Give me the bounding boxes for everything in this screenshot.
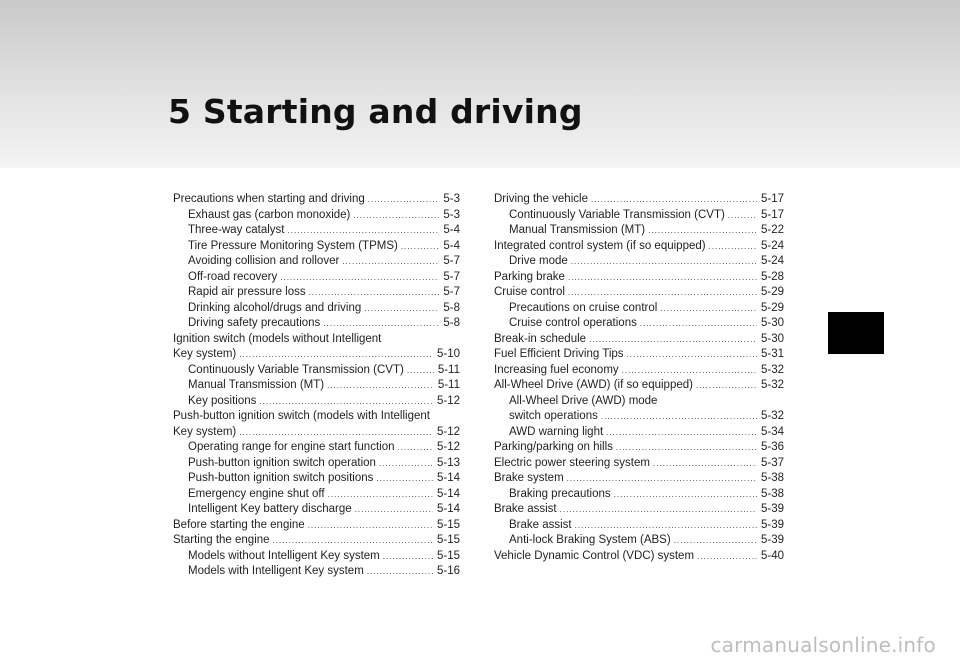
toc-page-number: 5-39 [760,503,784,515]
toc-entry-text: Fuel Efficient Driving Tips [494,348,624,360]
toc-entry-text: Electric power steering system [494,456,650,469]
toc-page-number: 5-16 [436,565,460,577]
dot-leader [591,192,757,208]
dot-leader [353,208,439,224]
toc-entry-text-cont: switch operations [509,410,598,422]
toc-entry-text: Parking/parking on hills [494,441,613,453]
toc-entry-text: Brake system [494,472,564,484]
toc-entry[interactable] [494,378,784,394]
toc-subentry[interactable] [173,456,460,472]
toc-page-number: 5-39 [760,518,784,531]
toc-subentry[interactable] [173,378,460,394]
toc-entry-text: Before starting the engine [173,518,305,531]
dot-leader [568,270,757,286]
toc-entry[interactable] [494,440,784,456]
toc-page-number: 5-40 [760,549,784,562]
toc-entry-text: All-Wheel Drive (AWD) mode [509,394,658,407]
dot-leader [239,347,433,363]
toc-entry-text: Driving safety precautions [188,317,321,329]
toc-entry[interactable] [173,409,460,440]
dot-leader [567,471,757,487]
toc-page-number: 5-8 [443,301,460,314]
toc-subentry[interactable] [173,301,460,317]
toc-entry-text: Operating range for engine start function [188,441,395,453]
toc-entry-text: Push-button ignition switch positions [188,472,374,484]
toc-page-number: 5-12 [436,441,460,453]
toc-page-number: 5-14 [436,472,460,484]
dot-leader [398,440,433,456]
toc-page-number: 5-8 [443,317,460,329]
toc-subentry[interactable] [173,239,460,255]
toc-subentry[interactable] [173,316,460,332]
dot-leader [367,564,433,580]
toc-entry-text: Break-in schedule [494,332,587,345]
toc-page-number: 5-15 [436,534,460,546]
toc-entry-text: Anti-lock Braking System (ABS) [509,534,671,546]
toc-entry[interactable] [173,332,460,363]
toc-page-number: 5-22 [760,224,784,236]
toc-entry-text: Brake assist [509,518,572,531]
toc-page-number: 5-32 [760,379,784,391]
toc-subentry[interactable] [494,223,784,239]
toc-page-number: 5-30 [760,317,784,329]
toc-right-column [494,192,784,564]
toc-subentry[interactable] [173,549,460,565]
toc-entry-text: Push-button ignition switch (models with Intelligent [173,410,430,422]
toc-page-number: 5-31 [760,348,784,360]
toc-entry-text-cont: Key system) [173,348,237,360]
toc-entry-text: Vehicle Dynamic Control (VDC) system [494,549,695,562]
dot-leader [696,378,757,394]
toc-page-number: 5-14 [436,487,460,500]
toc-subentry[interactable] [494,208,784,224]
toc-subentry[interactable] [173,440,460,456]
toc-page-number: 5-12 [436,425,460,438]
dot-leader [239,425,433,441]
toc-page-number: 5-17 [760,208,784,221]
toc-page-number: 5-34 [760,425,784,438]
toc-page-number: 5-7 [443,255,460,267]
toc-entry-text: Cruise control [494,286,565,298]
dot-leader [364,301,439,317]
dot-leader [616,440,757,456]
toc-entry-text: Manual Transmission (MT) [188,379,325,391]
dot-leader [575,518,757,534]
dot-leader [560,502,757,518]
toc-entry-text: Precautions when starting and driving [173,193,365,205]
dot-leader [614,487,757,503]
toc-subentry[interactable] [494,518,784,534]
toc-page-number: 5-32 [760,363,784,376]
toc-page-number: 5-38 [760,487,784,500]
dot-leader [728,208,757,224]
dot-leader [401,239,440,255]
toc-entry[interactable] [494,549,784,565]
toc-entry[interactable] [494,502,784,518]
toc-entry-text: Braking precautions [509,487,611,500]
toc-page-number: 5-12 [436,394,460,407]
toc-page-number: 5-11 [437,379,460,391]
toc-page-number: 5-29 [760,301,784,314]
toc-entry-text: Tire Pressure Monitoring System (TPMS) [188,239,398,252]
toc-subentry[interactable] [494,533,784,549]
dot-leader [259,394,433,410]
toc-entry-text: Parking brake [494,270,565,283]
toc-entry-text: Avoiding collision and rollover [188,255,340,267]
toc-left-column [173,192,460,580]
toc-entry[interactable] [173,533,460,549]
toc-entry[interactable] [494,192,784,208]
toc-entry-text: Integrated control system (if so equipped) [494,239,706,252]
dot-leader [328,487,433,503]
toc-page-number: 5-17 [760,193,784,205]
dot-leader [648,223,757,239]
dot-leader [383,549,433,565]
page-title: 5 Starting and driving [168,92,583,131]
toc-entry-text: Exhaust gas (carbon monoxide) [188,208,351,221]
toc-subentry[interactable] [494,301,784,317]
dot-leader [376,471,433,487]
dot-leader [606,425,757,441]
dot-leader [273,533,433,549]
toc-page-number: 5-4 [443,239,460,252]
dot-leader [309,285,440,301]
dot-leader [660,301,757,317]
toc-page-number: 5-14 [436,503,460,515]
toc-entry-text: Models without Intelligent Key system [188,549,380,562]
toc-subentry[interactable] [494,394,784,425]
toc-entry-text: Precautions on cruise control [509,301,658,314]
toc-page-number: 5-11 [437,363,460,376]
toc-subentry[interactable] [173,223,460,239]
toc-page-number: 5-36 [760,441,784,453]
dot-leader [640,316,757,332]
toc-entry-text: Increasing fuel economy [494,363,619,376]
toc-page-number: 5-15 [436,549,460,562]
toc-entry-text: Drinking alcohol/drugs and driving [188,301,362,314]
dot-leader [288,223,440,239]
toc-entry-text: Key positions [188,394,257,407]
toc-page-number: 5-28 [760,270,784,283]
toc-entry-text: Models with Intelligent Key system [188,565,364,577]
dot-leader [627,347,757,363]
toc-entry[interactable] [494,270,784,286]
toc-entry-text: Push-button ignition switch operation [188,456,376,469]
toc-page-number: 5-7 [443,270,460,283]
dot-leader [327,378,434,394]
toc-subentry[interactable] [173,254,460,270]
toc-subentry[interactable] [173,394,460,410]
dot-leader [622,363,757,379]
dot-leader [308,518,433,534]
toc-entry-text: AWD warning light [509,425,604,438]
toc-subentry[interactable] [173,502,460,518]
dot-leader [323,316,439,332]
toc-page-number: 5-13 [436,456,460,469]
toc-subentry[interactable] [173,270,460,286]
dot-leader [571,254,757,270]
toc-entry[interactable] [173,192,460,208]
dot-leader [368,192,440,208]
toc-subentry[interactable] [173,471,460,487]
toc-entry-text: Starting the engine [173,534,270,546]
toc-page-number: 5-3 [443,208,460,221]
toc-page-number: 5-39 [760,534,784,546]
toc-subentry[interactable] [173,208,460,224]
toc-page-number: 5-29 [760,286,784,298]
toc-entry[interactable] [494,471,784,487]
dot-leader [342,254,439,270]
dot-leader [709,239,757,255]
toc-page-number: 5-4 [443,224,460,236]
toc-entry-text: Continuously Variable Transmission (CVT) [188,363,404,376]
toc-entry-text: Three-way catalyst [188,224,285,236]
dot-leader [407,363,434,379]
toc-page-number: 5-30 [760,332,784,345]
toc-entry[interactable] [494,347,784,363]
toc-page-number: 5-24 [760,239,784,252]
dot-leader [568,285,757,301]
toc-page-number: 5-38 [760,472,784,484]
header-band [0,0,960,168]
toc-entry[interactable] [494,332,784,348]
toc-subentry[interactable] [494,254,784,270]
toc-entry-text: Manual Transmission (MT) [509,224,646,236]
toc-page-number: 5-15 [436,518,460,531]
toc-entry-text: Intelligent Key battery discharge [188,503,352,515]
toc-subentry[interactable] [494,316,784,332]
dot-leader [379,456,433,472]
toc-entry[interactable] [494,363,784,379]
dot-leader [280,270,439,286]
dot-leader [697,549,757,565]
dot-leader [601,409,757,425]
section-tab-marker [828,312,884,354]
toc-entry-text-cont: Key system) [173,425,237,438]
toc-entry-text: Off-road recovery [188,270,278,283]
toc-entry-text: Ignition switch (models without Intelligent [173,332,382,345]
toc-subentry[interactable] [173,487,460,503]
toc-subentry[interactable] [494,425,784,441]
toc-subentry[interactable] [173,285,460,301]
toc-entry-text: Brake assist [494,503,557,515]
toc-entry-text: All-Wheel Drive (AWD) (if so equipped) [494,379,693,391]
dot-leader [355,502,433,518]
watermark: carmanualsonline.info [710,633,936,657]
dot-leader [589,332,757,348]
toc-entry-text: Drive mode [509,255,568,267]
toc-page-number: 5-10 [436,348,460,360]
toc-subentry[interactable] [173,564,460,580]
toc-entry-text: Rapid air pressure loss [188,286,306,298]
dot-leader [674,533,757,549]
toc-subentry[interactable] [173,363,460,379]
toc-entry-text: Emergency engine shut off [188,487,325,500]
toc-page-number: 5-7 [443,286,460,298]
toc-entry[interactable] [494,239,784,255]
toc-entry[interactable] [173,518,460,534]
toc-subentry[interactable] [494,487,784,503]
toc-entry-text: Continuously Variable Transmission (CVT) [509,208,725,221]
toc-page-number: 5-32 [760,410,784,422]
toc-entry-text: Driving the vehicle [494,193,588,205]
dot-leader [653,456,757,472]
toc-page-number: 5-37 [760,456,784,469]
toc-page-number: 5-24 [760,255,784,267]
toc-page-number: 5-3 [443,193,460,205]
toc-entry[interactable] [494,456,784,472]
toc-entry-text: Cruise control operations [509,317,637,329]
toc-entry[interactable] [494,285,784,301]
